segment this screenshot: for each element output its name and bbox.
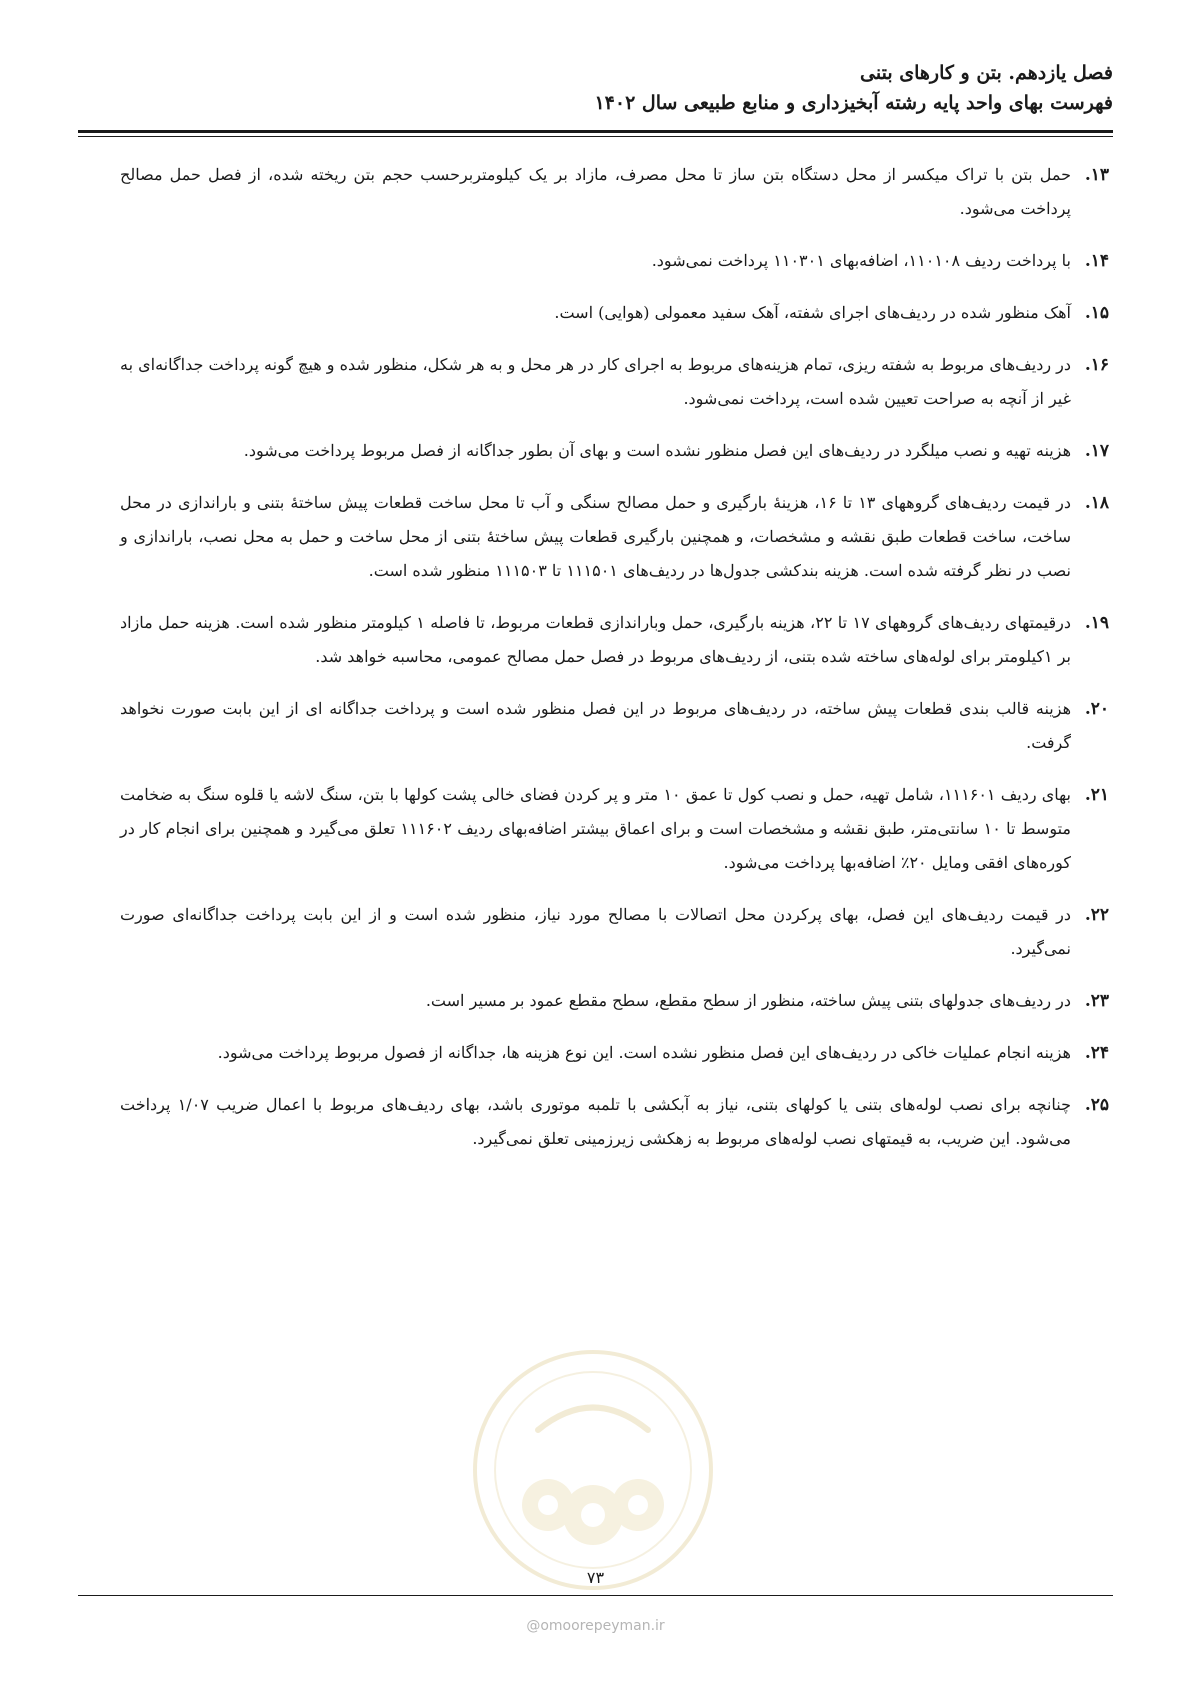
list-item [120,1088,1109,1156]
item-number: ۱۸. [1084,493,1109,513]
item-text: آهک منظور شده در ردیف‌های اجرای شفته، آهک سفید معمولی (هوایی) است. [554,303,1071,322]
item-text: در ردیف‌های جدولهای بتنی پیش ساخته، منظور از سطح مقطع، سطح مقطع عمود بر مسیر است. [425,991,1071,1010]
watermark-logo-icon [468,1345,718,1595]
footer-rule [78,1595,1113,1596]
page-number: ۷۳ [586,1568,605,1587]
document-title: فهرست بهای واحد پایه رشته آبخیزداری و منابع طبیعی سال ۱۴۰۲ [594,92,1113,114]
item-text: حمل بتن با تراک میکسر از محل دستگاه بتن ساز تا محل مصرف، مازاد بر یک کیلومتربرحسب حجم بتن ریخته شده، از فصل حمل مصالح پرداخت می‌شود. [120,165,1071,218]
item-text: بهای ردیف ۱۱۱۶۰۱، شامل تهیه، حمل و نصب کول تا عمق ۱۰ متر و پر کردن فضای خالی پشت کولها با بتن، سنگ لاشه یا قلوه سنگ به ضخامت متوسط تا ۱۰ سانتی‌متر، طبق نقشه و مشخصات است و برای اعماق بیشتر اضافه‌بهای ردیف ۱۱۱۶۰۲ تعلق می‌گیرد و همچنین برای انجام کار در کوره‌های افقی ومایل ۲۰٪ اضافه‌بها پرداخت می‌شود. [120,785,1072,872]
item-text: هزینه تهیه و نصب میلگرد در ردیف‌های این فصل منظور نشده است و بهای آن بطور جداگانه از فصل مربوط پرداخت می‌شود. [243,441,1071,460]
list-item [120,244,1109,278]
chapter-title: فصل یازدهم. بتن و کارهای بتنی [860,62,1113,84]
item-text: هزینه قالب بندی قطعات پیش ساخته، در ردیف‌های مربوط در این فصل منظور شده است و پرداخت جداگانه ای از این بابت صورت نخواهد گرفت. [120,699,1072,752]
list-item [120,778,1109,880]
header-rule-thick [78,130,1113,133]
item-number: ۱۷. [1084,441,1109,461]
page-header [78,58,1113,118]
list-item [120,606,1109,674]
item-number: ۱۹. [1084,613,1109,633]
list-item [120,1036,1109,1070]
item-text: هزینه انجام عملیات خاکی در ردیف‌های این فصل منظور نشده است. این نوع هزینه ها، جداگانه از فصول مربوط پرداخت می‌شود. [217,1043,1071,1062]
item-text: درقیمتهای ردیف‌های گروههای ۱۷ تا ۲۲، هزینه بارگیری، حمل وباراندازی قطعات مربوط، تا فاصله ۱ کیلومتر منظور شده است. هزینه حمل مازاد بر ۱کیلومتر برای لوله‌های ساخته شده بتنی، از ردیف‌های مربوط در فصل حمل مصالح عمومی، محاسبه خواهد شد. [120,613,1072,666]
list-item [120,984,1109,1018]
notes-list [120,158,1109,1174]
watermark-site: @omoorepeyman.ir [526,1618,665,1634]
item-text: در قیمت ردیف‌های گروههای ۱۳ تا ۱۶، هزینهٔ بارگیری و حمل مصالح سنگی و آب تا محل ساخت قطعات پیش ساختهٔ بتنی و باراندازی در محل ساخت، ساخت قطعات طبق نقشه و مشخصات، و همچنین بارگیری قطعات پیش ساختهٔ بتنی از محل ساخت و حمل به محل نصب، باراندازی و نصب در نظر گرفته شده است. هزینه بندکشی جدول‌ها در ردیف‌های ۱۱۱۵۰۱ تا ۱۱۱۵۰۳ منظور شده است. [120,493,1072,580]
item-number: ۲۳. [1084,991,1109,1011]
header-rule-thin [78,136,1113,137]
item-number: ۱۶. [1084,355,1109,375]
item-number: ۱۴. [1084,251,1109,271]
item-number: ۲۰. [1084,699,1109,719]
item-text: چنانچه برای نصب لوله‌های بتنی یا کولهای بتنی، نیاز به آبکشی با تلمبه موتوری باشد، بهای ردیف‌های مربوط با اعمال ضریب ۱/۰۷ پرداخت می‌شود. این ضریب، به قیمتهای نصب لوله‌های مربوط به زهکشی زیرزمینی تعلق نمی‌گیرد. [120,1095,1071,1148]
item-number: ۲۲. [1084,905,1109,925]
item-number: ۲۵. [1084,1095,1109,1115]
item-number: ۱۵. [1084,303,1109,323]
item-text: در قیمت ردیف‌های این فصل، بهای پرکردن محل اتصالات با مصالح مورد نیاز، منظور شده است و از این بابت پرداخت جداگانه‌ای صورت نمی‌گیرد. [120,905,1071,958]
item-text: با پرداخت ردیف ۱۱۰۱۰۸، اضافه‌بهای ۱۱۰۳۰۱ پرداخت نمی‌شود. [651,251,1071,270]
item-number: ۲۱. [1084,785,1109,805]
list-item [120,692,1109,760]
item-number: ۲۴. [1084,1043,1109,1063]
list-item [120,296,1109,330]
item-text: در ردیف‌های مربوط به شفته ریزی، تمام هزینه‌های مربوط به اجرای کار در هر محل و به هر شکل، منظور شده و هیچ گونه پرداخت جداگانه‌ای به غیر از آنچه به صراحت تعیین شده است، پرداخت نمی‌شود. [120,355,1071,408]
list-item [120,898,1109,966]
list-item [120,158,1109,226]
list-item [120,486,1109,588]
item-number: ۱۳. [1084,165,1109,185]
list-item [120,434,1109,468]
list-item [120,348,1109,416]
